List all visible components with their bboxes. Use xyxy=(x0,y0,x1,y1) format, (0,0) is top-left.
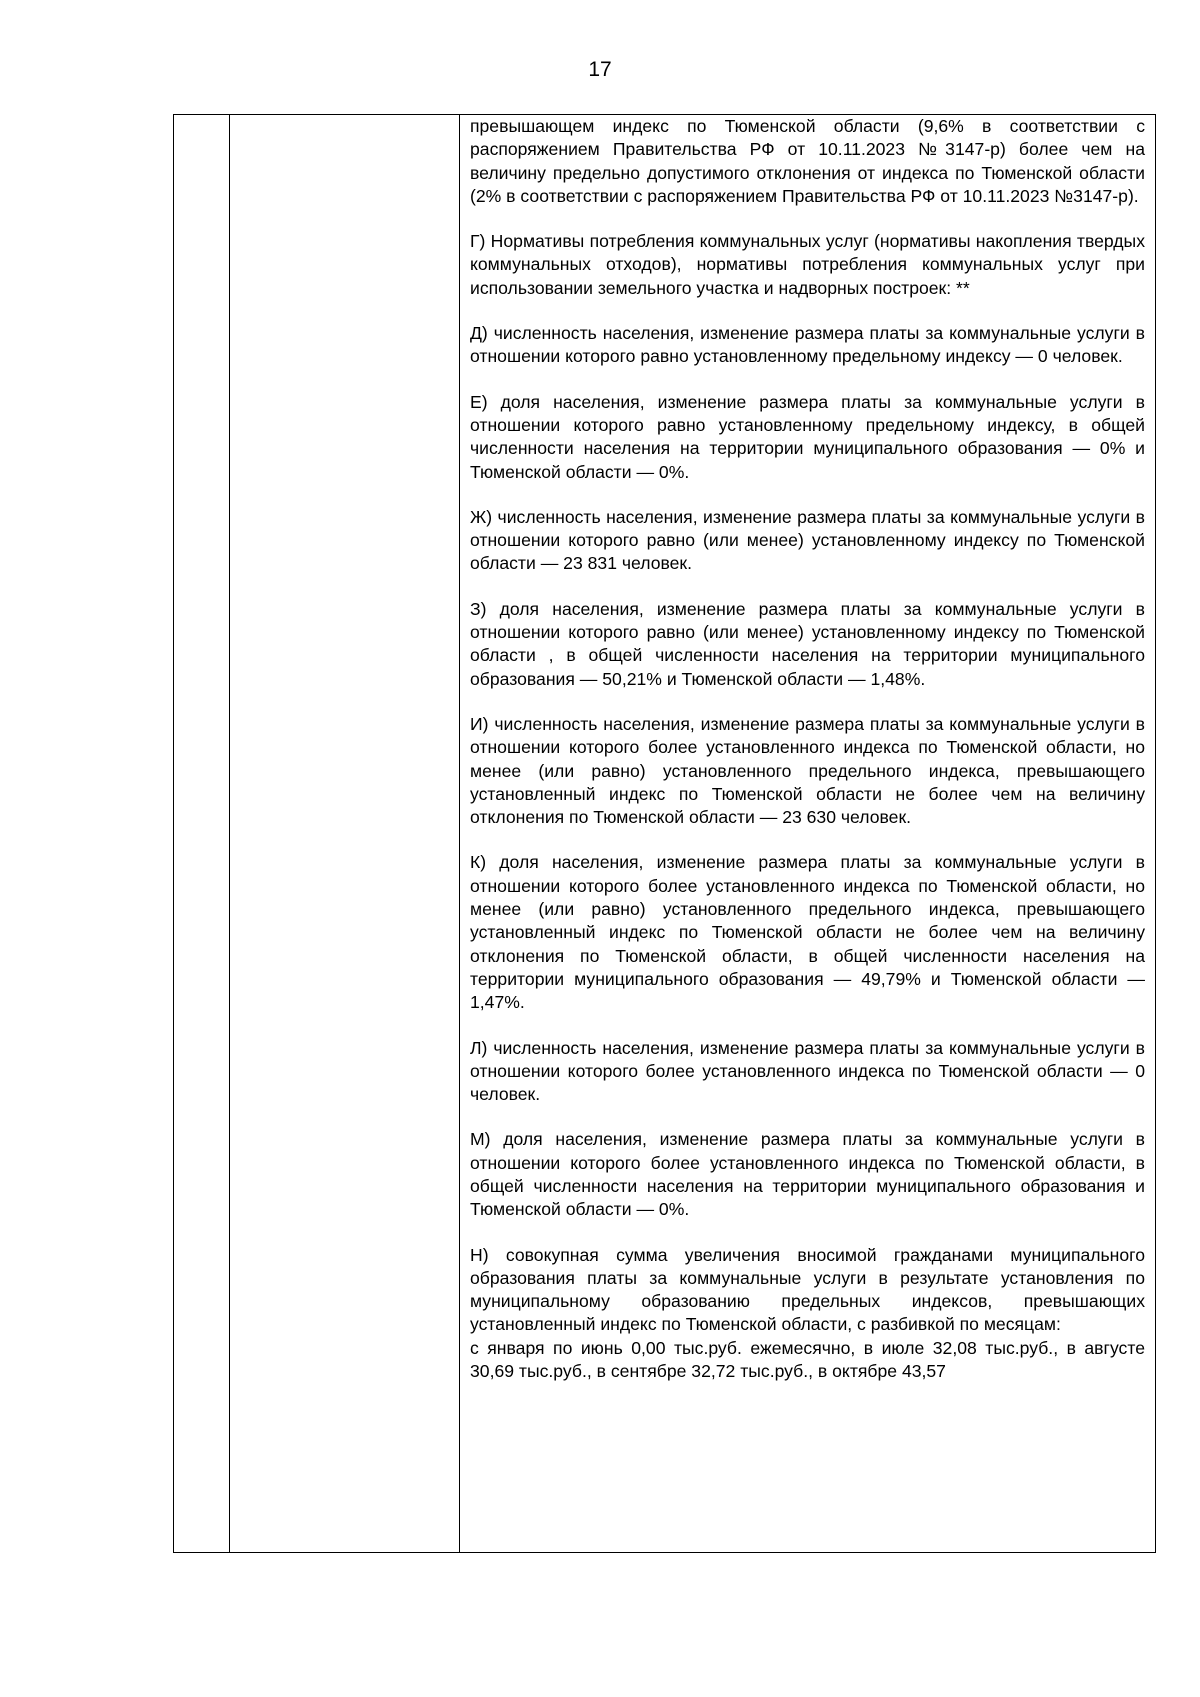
paragraph-n-months: с января по июнь 0,00 тыс.руб. ежемесячно, в июле 32,08 тыс.руб., в августе 30,69 тыс.руб., в сентябре 32,72 тыс.руб., в октябре 43,57 xyxy=(470,1337,1145,1382)
paragraph-n-intro: Н) совокупная сумма увеличения вносимой гражданами муниципального образования платы за коммунальные услуги в результате установления по муниципальному образованию предельных индексов, превышающих установленный индекс по Тюменской области, с разбивкой по месяцам: xyxy=(470,1244,1145,1335)
paragraph-m: М) доля населения, изменение размера платы за коммунальные услуги в отношении которого более установленного индекса по Тюменской области, в общей численности населения на территории муниципального образования и Тюменской области — 0%. xyxy=(470,1129,1145,1220)
paragraph-d: Д) численность населения, изменение размера платы за коммунальные услуги в отношении которого равно установленному предельному индексу — 0 человек. xyxy=(470,323,1145,367)
paragraph-z: З) доля населения, изменение размера платы за коммунальные услуги в отношении которого равно (или менее) установленному индексу по Тюменской области , в общей численности населения на территории муниципального образования — 50,21% и Тюменской области — 1,48%. xyxy=(470,598,1145,689)
document-table xyxy=(173,114,1156,1553)
table-cell-name xyxy=(230,115,460,1553)
table-cell-number xyxy=(174,115,230,1553)
paragraph-continuation: превышающем индекс по Тюменской области (9,6% в соответствии с распоряжением Правительства РФ от 10.11.2023 №3147-р) более чем на величину предельно допустимого отклонения от индекса по Тюменской области (2% в соответствии с распоряжением Правительства РФ от 10.11.2023 №3147-р). xyxy=(470,116,1145,206)
table-row xyxy=(174,115,1156,1553)
paragraph-n xyxy=(470,1244,1145,1384)
paragraph-g: Г) Нормативы потребления коммунальных услуг (нормативы накопления твердых коммунальных отходов), нормативы потребления коммунальных услуг при использовании земельного участка и надворных построек: ** xyxy=(470,231,1145,298)
paragraph-k: К) доля населения, изменение размера платы за коммунальные услуги в отношении которого более установленного индекса по Тюменской области, но менее (или равно) установленного предельного индекса, превышающего установленный индекс по Тюменской области не более чем на величину отклонения по Тюменской области, в общей численности населения на территории муниципального образования — 49,79% и Тюменской области — 1,47%. xyxy=(470,852,1145,1013)
paragraph-l: Л) численность населения, изменение размера платы за коммунальные услуги в отношении которого более установленного индекса по Тюменской области — 0 человек. xyxy=(470,1037,1145,1105)
table-cell-content xyxy=(460,115,1156,1553)
page-number: 17 xyxy=(588,58,612,81)
paragraph-i: И) численность населения, изменение размера платы за коммунальные услуги в отношении которого более установленного индекса по Тюменской области, но менее (или равно) установленного предельного индекса, превышающего установленный индекс по Тюменской области не более чем на величину отклонения по Тюменской области — 23 630 человек. xyxy=(470,713,1145,828)
paragraph-e: Е) доля населения, изменение размера платы за коммунальные услуги в отношении которого равно установленному предельному индексу, в общей численности населения на территории муниципального образования — 0% и Тюменской области — 0%. xyxy=(470,391,1145,482)
paragraph-zh: Ж) численность населения, изменение размера платы за коммунальные услуги в отношении которого равно (или менее) установленному индексу по Тюменской области — 23 831 человек. xyxy=(470,506,1145,574)
